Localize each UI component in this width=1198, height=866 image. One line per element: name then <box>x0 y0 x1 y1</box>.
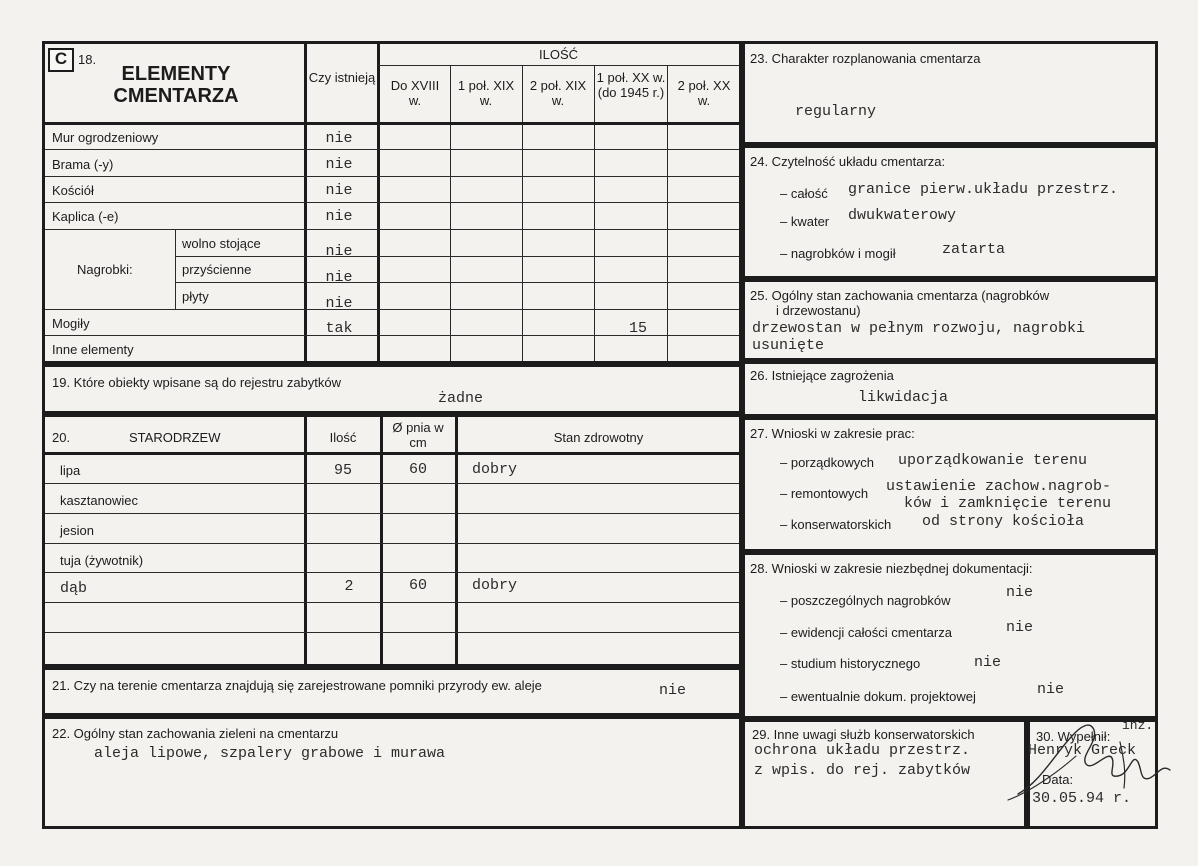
period-header-1: Do XVIII w. <box>390 78 440 108</box>
trees-health-header: Stan zdrowotny <box>553 430 644 445</box>
section-19-value: żadne <box>438 390 484 407</box>
section-28-item-value: nie <box>1006 619 1034 636</box>
section-29-label: 29. Inne uwagi służb konserwatorskich <box>752 727 975 742</box>
element-exists-value: nie <box>325 156 353 173</box>
section-18-title: ELEMENTY CMENTARZA <box>113 63 239 107</box>
section-24-nagrobkow-value: zatarta <box>942 241 1006 258</box>
section-25-label: 25. Ogólny stan zachowania cmentarza (nagrobków <box>750 288 1050 303</box>
tree-trunk: 60 <box>408 461 427 478</box>
section-30-label: 30. Wypełnił: <box>1036 729 1111 744</box>
section-24-nagrobkow-label: – nagrobków i mogił <box>780 246 896 261</box>
tree-trunk: 60 <box>408 577 427 594</box>
exists-column-header: Czy istnieją <box>308 70 376 85</box>
section-28-item-label: – ewentualnie dokum. projektowej <box>780 689 976 704</box>
section-27-kons-label: – konserwatorskich <box>780 517 892 532</box>
section-26-label: 26. Istniejące zagrożenia <box>750 368 894 383</box>
section-28-item-label: – ewidencji całości cmentarza <box>780 625 952 640</box>
section-28-item-label: – poszczególnych nagrobków <box>780 593 951 608</box>
section-27-label: 27. Wnioski w zakresie prac: <box>750 426 915 441</box>
section-18-number: 18. <box>78 52 97 67</box>
quantity-header: ILOŚĆ <box>538 47 578 62</box>
element-exists-value: nie <box>325 243 353 260</box>
section-28-item-value: nie <box>974 654 1002 671</box>
trees-quantity-header: Ilość <box>329 430 357 445</box>
element-exists-value: nie <box>325 269 353 286</box>
tree-row-name: jesion <box>60 523 94 538</box>
tree-quantity: 2 <box>344 578 354 595</box>
signature <box>1000 712 1180 807</box>
section-28-item-label: – studium historycznego <box>780 656 921 671</box>
section-24-calosc-label: – całość <box>780 186 828 201</box>
section-28-item-value: nie <box>1006 584 1034 601</box>
element-row-label: Kościół <box>52 183 94 198</box>
section-28-item-value: nie <box>1037 681 1065 698</box>
tree-health: dobry <box>472 577 518 594</box>
section-24-label: 24. Czytelność układu cmentarza: <box>750 154 946 169</box>
section-22-label: 22. Ogólny stan zachowania zieleni na cmentarzu <box>52 726 339 741</box>
section-27-rem-label: – remontowych <box>780 486 869 501</box>
section-26-value: likwidacja <box>858 389 949 406</box>
section-29-value-cont: z wpis. do rej. zabytków <box>754 762 971 779</box>
element-row-label: Mogiły <box>52 316 90 331</box>
element-row-label: przyścienne <box>182 262 252 277</box>
section-27-kons-value: od strony kościoła <box>922 513 1085 530</box>
section-28-label: 28. Wnioski w zakresie niezbędnej dokumentacji: <box>750 561 1033 576</box>
fill-date: 30.05.94 r. <box>1032 790 1132 807</box>
element-row-label: Kaplica (-e) <box>52 209 119 224</box>
section-27-rem-value: ustawienie zachow.nagrob- <box>886 478 1112 495</box>
section-25-value-cont: usunięte <box>752 337 825 354</box>
section-24-kwater-value: dwukwaterowy <box>848 207 957 224</box>
element-row-label: wolno stojące <box>182 236 261 251</box>
section-25-value: drzewostan w pełnym rozwoju, nagrobki <box>752 320 1086 337</box>
section-19-label: 19. Które obiekty wpisane są do rejestru zabytków <box>52 375 342 390</box>
date-label: Data: <box>1042 772 1074 787</box>
element-row-label: płyty <box>182 289 209 304</box>
period-header-2: 1 poł. XIX w. <box>457 78 515 108</box>
filler-name: Henryk Greck <box>1028 742 1137 759</box>
tree-row-name: tuja (żywotnik) <box>60 553 144 568</box>
period-header-3: 2 poł. XIX w. <box>529 78 587 108</box>
element-row-label: Inne elementy <box>52 342 134 357</box>
section-27-rem-value-cont: ków i zamknięcie terenu <box>904 495 1112 512</box>
section-27-porz-label: – porządkowych <box>780 455 874 470</box>
mogily-count-1945: 15 <box>628 320 647 337</box>
period-header-4: 1 poł. XX w. (do 1945 r.) <box>596 70 666 100</box>
section-24-kwater-label: – kwater <box>780 214 830 229</box>
period-header-5: 2 poł. XX w. <box>677 78 731 108</box>
section-22-value: aleja lipowe, szpalery grabowe i murawa <box>94 745 446 762</box>
element-exists-value: tak <box>325 320 353 337</box>
tree-row-name: lipa <box>60 463 81 478</box>
section-20-number: 20. <box>52 430 71 445</box>
element-exists-value: nie <box>325 182 353 199</box>
trees-trunk-header: Ø pnia w cm <box>392 420 444 450</box>
section-24-calosc-value: granice pierw.układu przestrz. <box>848 181 1119 198</box>
element-row-label: Mur ogrodzeniowy <box>52 130 159 145</box>
filler-title: inż. <box>1122 718 1154 733</box>
section-20-title: STARODRZEW <box>129 430 221 445</box>
nagrobki-label: Nagrobki: <box>77 262 133 277</box>
element-exists-value: nie <box>325 295 353 312</box>
tree-row-name: dąb <box>60 580 88 597</box>
tree-health: dobry <box>472 461 518 478</box>
card-letter-box: C <box>48 48 74 72</box>
element-row-label: Brama (-y) <box>52 157 114 172</box>
section-21-label: 21. Czy na terenie cmentarza znajdują się zarejestrowane pomniki przyrody ew. aleje <box>52 678 542 693</box>
tree-quantity: 95 <box>333 462 352 479</box>
section-23-label: 23. Charakter rozplanowania cmentarza <box>750 51 981 66</box>
tree-row-name: kasztanowiec <box>60 493 139 508</box>
section-21-value: nie <box>659 682 687 699</box>
element-exists-value: nie <box>325 208 353 225</box>
section-23-value: regularny <box>795 103 877 120</box>
section-29-value: ochrona układu przestrz. <box>754 742 971 759</box>
element-exists-value: nie <box>325 130 353 147</box>
section-27-porz-value: uporządkowanie terenu <box>898 452 1088 469</box>
section-25-label-cont: i drzewostanu) <box>776 303 861 318</box>
